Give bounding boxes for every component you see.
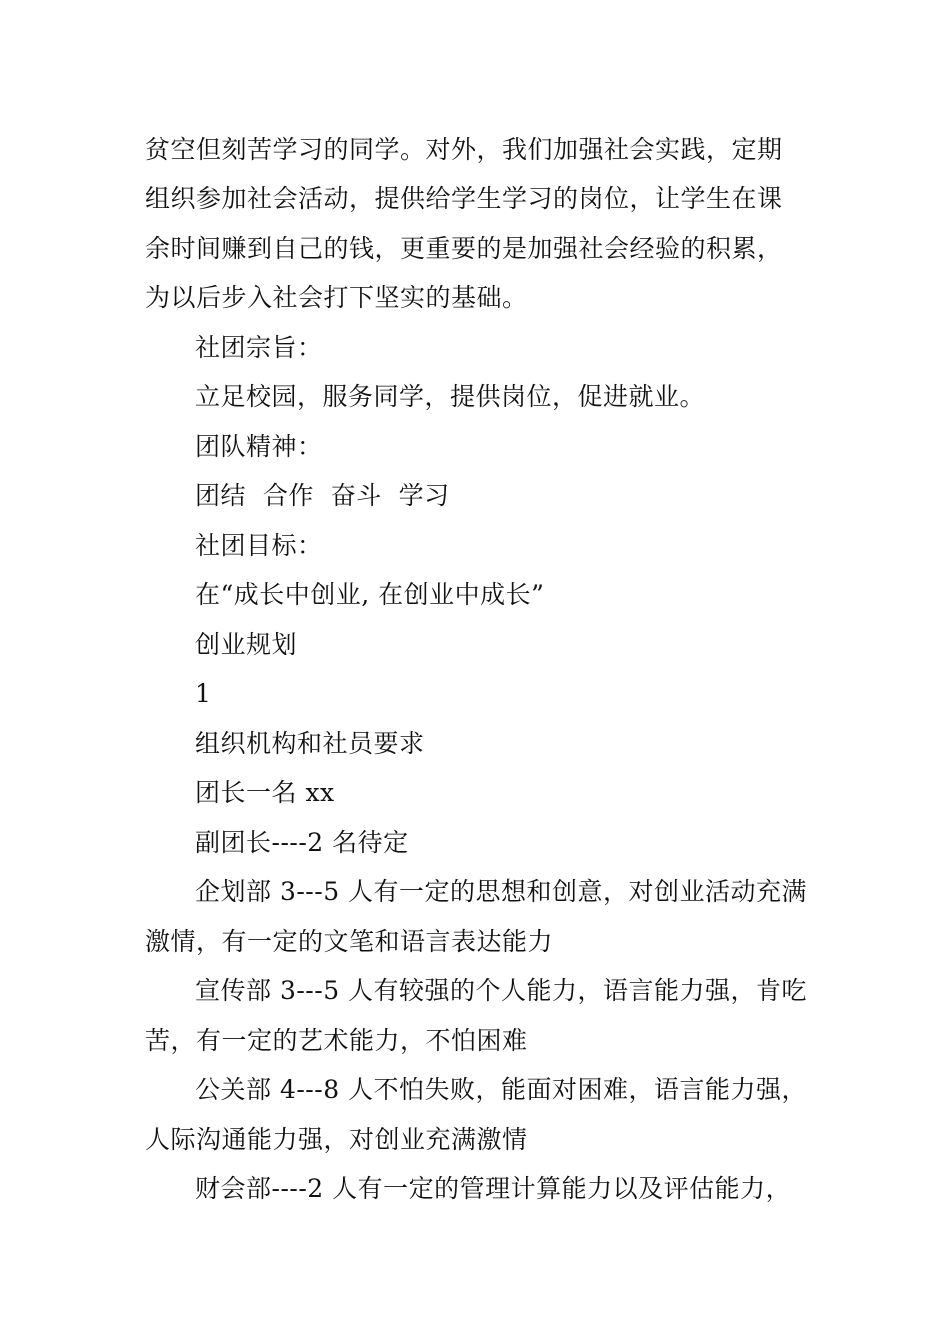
paragraph-line: 人际沟通能力强，对创业充满激情	[145, 1125, 528, 1154]
paragraph-line: 激情，有一定的文笔和语言表达能力	[145, 927, 554, 956]
paragraph-line: 财会部----2 人有一定的管理计算能力以及评估能力，	[195, 1174, 792, 1203]
paragraph-line: 企划部 3---5 人有一定的思想和创意，对创业活动充满	[195, 877, 808, 906]
section-heading: 社团宗旨：	[195, 333, 323, 362]
paragraph-line: 立足校园，服务同学，提供岗位，促进就业。	[195, 382, 706, 411]
paragraph-line: 贫空但刻苦学习的同学。对外，我们加强社会实践，定期	[145, 135, 783, 164]
section-heading: 团队精神：	[195, 432, 323, 461]
paragraph-line: 在“成长中创业, 在创业中成长”	[195, 580, 545, 609]
paragraph-line: 团结 合作 奋斗 学习	[195, 481, 450, 510]
section-number: 1	[195, 679, 212, 708]
paragraph-line: 苦，有一定的艺术能力，不怕困难	[145, 1026, 528, 1055]
section-heading: 社团目标：	[195, 531, 323, 560]
section-heading: 组织机构和社员要求	[195, 729, 425, 758]
section-heading: 创业规划	[195, 630, 298, 659]
paragraph-line: 公关部 4---8 人不怕失败，能面对困难，语言能力强，	[195, 1075, 808, 1104]
paragraph-line: 余时间赚到自己的钱，更重要的是加强社会经验的积累，	[145, 234, 783, 263]
paragraph-line: 组织参加社会活动，提供给学生学习的岗位，让学生在课	[145, 184, 783, 213]
paragraph-line: 团长一名 xx	[195, 778, 335, 807]
paragraph-line: 宣传部 3---5 人有较强的个人能力，语言能力强，肯吃	[195, 976, 808, 1005]
paragraph-line: 为以后步入社会打下坚实的基础。	[145, 283, 528, 312]
paragraph-line: 副团长----2 名待定	[195, 828, 409, 857]
